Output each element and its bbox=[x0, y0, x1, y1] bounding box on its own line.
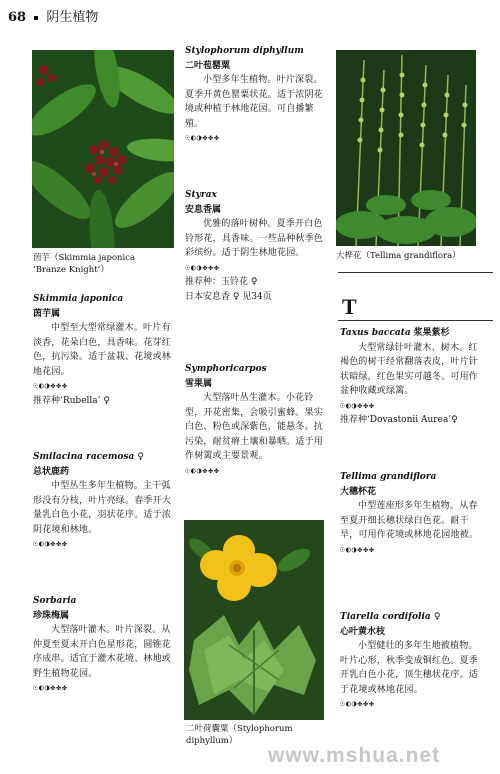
caption-line: ‘Branze Knight’） bbox=[33, 265, 109, 275]
latin-name: Skimmia japonica bbox=[33, 294, 124, 304]
care-symbols: ☉◐◑✤✤✤ bbox=[185, 465, 220, 475]
description: 大型落叶灌木。叶片深裂。从仲夏至夏末开白色星形花，圆锥花序成串。适宜于灌木花境、林地或野生植物花园。 bbox=[33, 625, 172, 679]
latin-name: Symphoricarpos bbox=[185, 364, 267, 374]
description: 优雅的落叶树种。夏季开白色铃形花，具香味。一些品种秋季色彩缤纷。适于阴生林地花园。 bbox=[185, 219, 324, 258]
care-symbols: ☉◐◑✤✤✤ bbox=[185, 133, 220, 142]
description: 中型丛生多年生植物。主干弧形没有分枝，叶片亮绿。春季开大量乳白色小花，羽状花序。适于浓阴花境和林地。 bbox=[33, 481, 172, 535]
latin-name: Tellima grandiflora bbox=[340, 472, 437, 482]
entry-skimmia bbox=[33, 292, 173, 408]
chinese-name: 茵芋属 bbox=[33, 308, 61, 319]
recommended-variety: 推荐种‘Dovastonii Aurea’♀ bbox=[340, 415, 458, 425]
latin-name: Sorbaria bbox=[33, 596, 77, 606]
chinese-name: 大穗杯花 bbox=[340, 486, 377, 497]
care-symbols: ☉◐◑✤✤✤ bbox=[340, 699, 375, 708]
entry-tellima bbox=[340, 470, 478, 557]
entry-smilacina bbox=[33, 450, 173, 552]
chinese-name: 雪果属 bbox=[185, 378, 213, 389]
entry-symphoricarpos bbox=[185, 362, 327, 478]
latin-name: Taxus baccata bbox=[340, 328, 411, 338]
watermark: www.mshua.net bbox=[268, 744, 441, 767]
caption-line: diphyllum） bbox=[186, 736, 238, 746]
skimmia-caption bbox=[33, 252, 175, 276]
chinese-name: 浆果紫杉 bbox=[413, 328, 450, 338]
latin-name: Stylophorum diphyllum bbox=[185, 46, 304, 56]
stylophorum-photo bbox=[184, 520, 324, 720]
entry-stylophorum bbox=[185, 44, 327, 146]
care-symbols: ☉◐◑✤✤✤ bbox=[33, 539, 68, 548]
skimmia-photo bbox=[32, 50, 174, 248]
description: 小型多年生植物。叶片深裂。夏季开黄色罂粟状花。适于浓阴花境或种植于林地花园。可自播繁殖。 bbox=[185, 75, 324, 129]
chinese-name: 珍珠梅属 bbox=[33, 610, 70, 621]
tellima-photo bbox=[336, 50, 476, 246]
latin-name: Tiarella cordifolia ♀ bbox=[340, 612, 441, 622]
section-divider bbox=[338, 272, 493, 273]
tellima-caption: 大桦花（Tellima grandiflora） bbox=[336, 251, 461, 261]
recommended-variety: 日本安息香 ♀ 见34页 bbox=[185, 291, 272, 302]
description: 中型至大型常绿灌木。叶片有淡香，花朵白色，具香味。花芽红色，抗污染。适于盆栽、花境或林地花园。 bbox=[33, 323, 172, 377]
section-divider bbox=[338, 320, 493, 321]
care-symbols: ☉◐◑✤✤✤ bbox=[340, 400, 375, 410]
care-symbols: ☉◐◑✤✤✤ bbox=[340, 544, 375, 554]
care-symbols: ☉◐◑✤✤✤ bbox=[33, 381, 68, 390]
recommended-variety: 推荐种‘Rubella’ ♀ bbox=[33, 395, 110, 406]
entry-taxus bbox=[340, 326, 478, 428]
recommended-variety: 推荐种：玉铃花 ♀ bbox=[185, 277, 258, 287]
caption-line: 二叶荷囊粟（Stylophorum bbox=[186, 724, 293, 734]
entry-sorbaria bbox=[33, 594, 173, 696]
description: 大型落叶丛生灌木。小花铃型，开花密集，会吸引蜜蜂。果实白色、粉色或深紫色，能悬冬。抗污染，耐贫瘠土壤和暴晒。适于用作树篱或主要景观。 bbox=[185, 393, 324, 461]
description: 小型健壮的多年生地被植物。叶片心形，秋季变成铜红色。夏季开乳白色小花，顶生穗状花序。适于花境或林地花园。 bbox=[340, 641, 479, 695]
header-bullet bbox=[34, 16, 38, 20]
chinese-name: 总状鹿药 bbox=[33, 466, 70, 477]
care-symbols: ☉◐◑✤✤✤ bbox=[33, 683, 68, 692]
description: 中型莲座形多年生植物。从春至夏开细长穗状绿白色花。耐干旱，可用作花境或林地花园地被。 bbox=[340, 501, 479, 540]
description: 大型常绿针叶灌木、树木。红褐色的树干经常翻落表皮，叶片针状暗绿，红色果实可越冬。可用作盆种收藏或绿篱。 bbox=[340, 342, 479, 396]
chinese-name: 安息香属 bbox=[185, 204, 222, 215]
latin-name: Smilacina racemosa ♀ bbox=[33, 452, 145, 462]
chinese-name: 二叶苞罂粟 bbox=[185, 60, 231, 71]
section-title: 阴生植物 bbox=[46, 10, 99, 25]
latin-name: Styrax bbox=[185, 190, 217, 200]
page-number: 68 bbox=[8, 10, 27, 25]
section-letter: T bbox=[342, 294, 357, 319]
entry-styrax bbox=[185, 188, 327, 304]
care-symbols: ☉◐◑✤✤✤ bbox=[185, 262, 220, 272]
caption-line: 茵芋（Skimmia japonica bbox=[33, 253, 136, 263]
page-header bbox=[8, 6, 98, 25]
entry-tiarella bbox=[340, 610, 478, 712]
chinese-name: 心叶黄水枝 bbox=[340, 626, 386, 637]
